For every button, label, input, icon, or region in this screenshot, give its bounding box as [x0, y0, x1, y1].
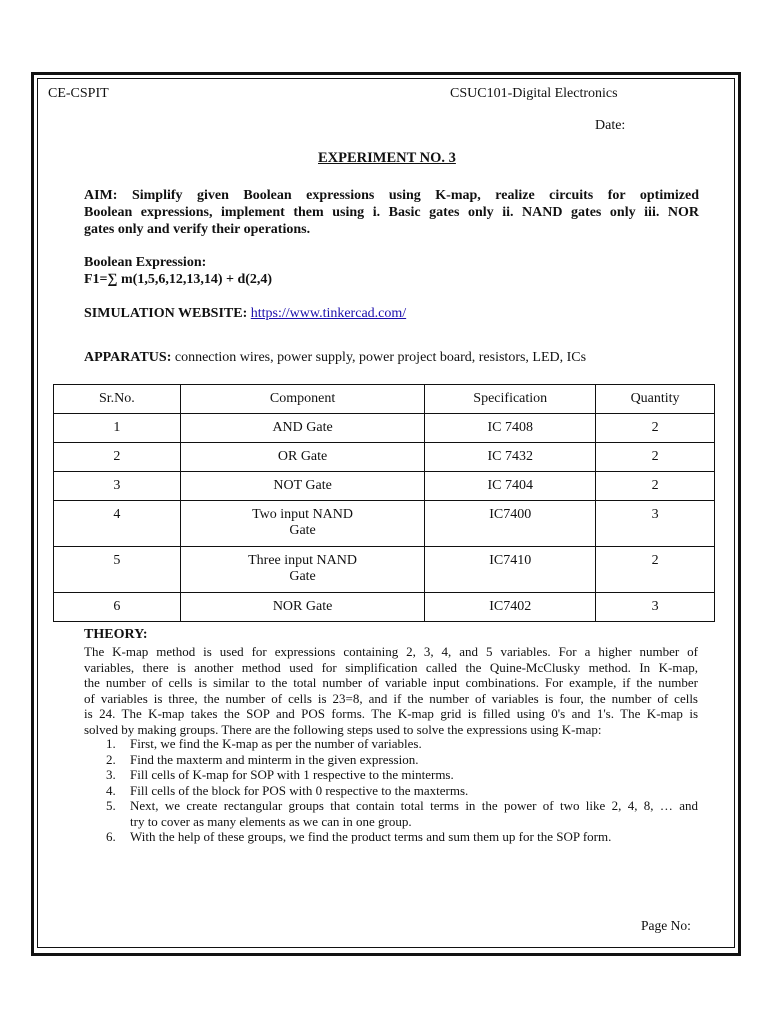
table-row [54, 414, 715, 443]
cell-srno: 2 [54, 443, 181, 472]
step-text: First, we find the K-map as per the number of variables. [130, 736, 422, 751]
cell-specification: IC7400 [425, 501, 596, 547]
apparatus-label: APPARATUS: [84, 350, 172, 365]
cell-quantity: 2 [596, 547, 715, 593]
theory-line: The K-map method is used for expressions containing 2, 3, 4, and 5 variables. For a higher number of [84, 644, 698, 659]
cell-specification: IC7410 [425, 547, 596, 593]
cell-component [180, 547, 425, 593]
table-row [54, 593, 715, 622]
aim-line: Boolean expressions, implement them using i. Basic gates only ii. NAND gates only iii. NOR [84, 205, 699, 220]
table-row [54, 501, 715, 547]
cell-srno: 3 [54, 472, 181, 501]
list-item [84, 767, 698, 783]
table-row [54, 472, 715, 501]
cell-specification: IC7402 [425, 593, 596, 622]
simulation-label: SIMULATION WEBSITE: [84, 306, 248, 321]
cell-specification: IC 7404 [425, 472, 596, 501]
cell-quantity: 2 [596, 472, 715, 501]
table-row [54, 443, 715, 472]
step-text: Next, we create rectangular groups that contain total terms in the power of two like 2, 4, 8, … and [130, 798, 698, 813]
column-header-srno: Sr.No. [54, 385, 181, 414]
step-text: try to cover as many elements as we can in one group. [130, 813, 412, 829]
table-header-row [54, 385, 715, 414]
list-item [84, 829, 698, 845]
header-left: CE-CSPIT [48, 86, 109, 101]
list-item [84, 736, 698, 752]
aim-paragraph [84, 187, 699, 238]
cell-component: NOR Gate [180, 593, 425, 622]
theory-line: the number of cells is similar to the total number of variable input combinations. For example, if the number [84, 675, 698, 690]
cell-component: AND Gate [180, 414, 425, 443]
boolean-expression-label: Boolean Expression: [84, 255, 207, 270]
experiment-title: EXPERIMENT NO. 3 [318, 150, 456, 166]
simulation-row [84, 306, 406, 322]
theory-paragraph [84, 644, 698, 737]
theory-line: of variables is three, the number of cells is 23=8, and if the number of variables is four, the number of cells [84, 690, 698, 706]
step-text: Fill cells of K-map for SOP with 1 respective to the minterms. [130, 767, 454, 782]
cell-srno: 4 [54, 501, 181, 547]
column-header-quantity: Quantity [596, 385, 715, 414]
cell-specification: IC 7408 [425, 414, 596, 443]
cell-srno: 1 [54, 414, 181, 443]
header-right: CSUC101-Digital Electronics [450, 86, 618, 101]
date-label: Date: [595, 118, 626, 133]
cell-quantity: 3 [596, 593, 715, 622]
boolean-expression: F1=∑ m(1,5,6,12,13,14) + d(2,4) [84, 272, 273, 287]
step-number: 4. [106, 782, 116, 798]
column-header-specification: Specification [425, 385, 596, 414]
theory-line: solved by making groups. There are the following steps used to solve the expressions using K-map: [84, 721, 602, 737]
component-line: Gate [289, 569, 316, 584]
apparatus-row [84, 350, 586, 366]
theory-heading: THEORY: [84, 627, 148, 642]
page-number-label: Page No: [641, 918, 691, 933]
aim-line: AIM: Simplify given Boolean expressions using K-map, realize circuits for optimized [84, 188, 699, 203]
simulation-link[interactable]: https://www.tinkercad.com/ [250, 306, 407, 321]
list-item [84, 752, 698, 768]
step-text: Fill cells of the block for POS with 0 respective to the maxterms. [130, 782, 469, 798]
cell-quantity: 2 [596, 414, 715, 443]
list-item [84, 798, 698, 829]
cell-component: OR Gate [180, 443, 425, 472]
component-line: Two input NAND [252, 507, 354, 522]
column-header-component: Component [180, 385, 425, 414]
theory-line: variables, there is another method used for simplification called the Quine-McClusky method. In K-map, [84, 659, 698, 675]
cell-component [180, 501, 425, 547]
step-number: 1. [106, 736, 116, 751]
list-item [84, 783, 698, 799]
apparatus-text: connection wires, power supply, power project board, resistors, LED, ICs [171, 350, 587, 365]
cell-srno: 6 [54, 593, 181, 622]
component-table [53, 384, 715, 622]
table-row [54, 547, 715, 593]
theory-line: is 24. The K-map takes the SOP and POS forms. The K-map grid is filled using 0's and 1's. The K-map is [84, 706, 698, 721]
step-text: Find the maxterm and minterm in the given expression. [130, 751, 419, 767]
step-number: 5. [106, 798, 116, 813]
cell-component: NOT Gate [180, 472, 425, 501]
step-number: 3. [106, 767, 116, 782]
step-number: 6. [106, 829, 116, 844]
cell-quantity: 3 [596, 501, 715, 547]
aim-line: gates only and verify their operations. [84, 222, 311, 237]
kmap-steps-list [84, 736, 698, 845]
step-text: With the help of these groups, we find the product terms and sum them up for the SOP form. [130, 829, 612, 844]
cell-specification: IC 7432 [425, 443, 596, 472]
cell-srno: 5 [54, 547, 181, 593]
component-line: Gate [289, 523, 316, 538]
cell-quantity: 2 [596, 443, 715, 472]
step-number: 2. [106, 751, 116, 767]
component-line: Three input NAND [248, 553, 357, 568]
